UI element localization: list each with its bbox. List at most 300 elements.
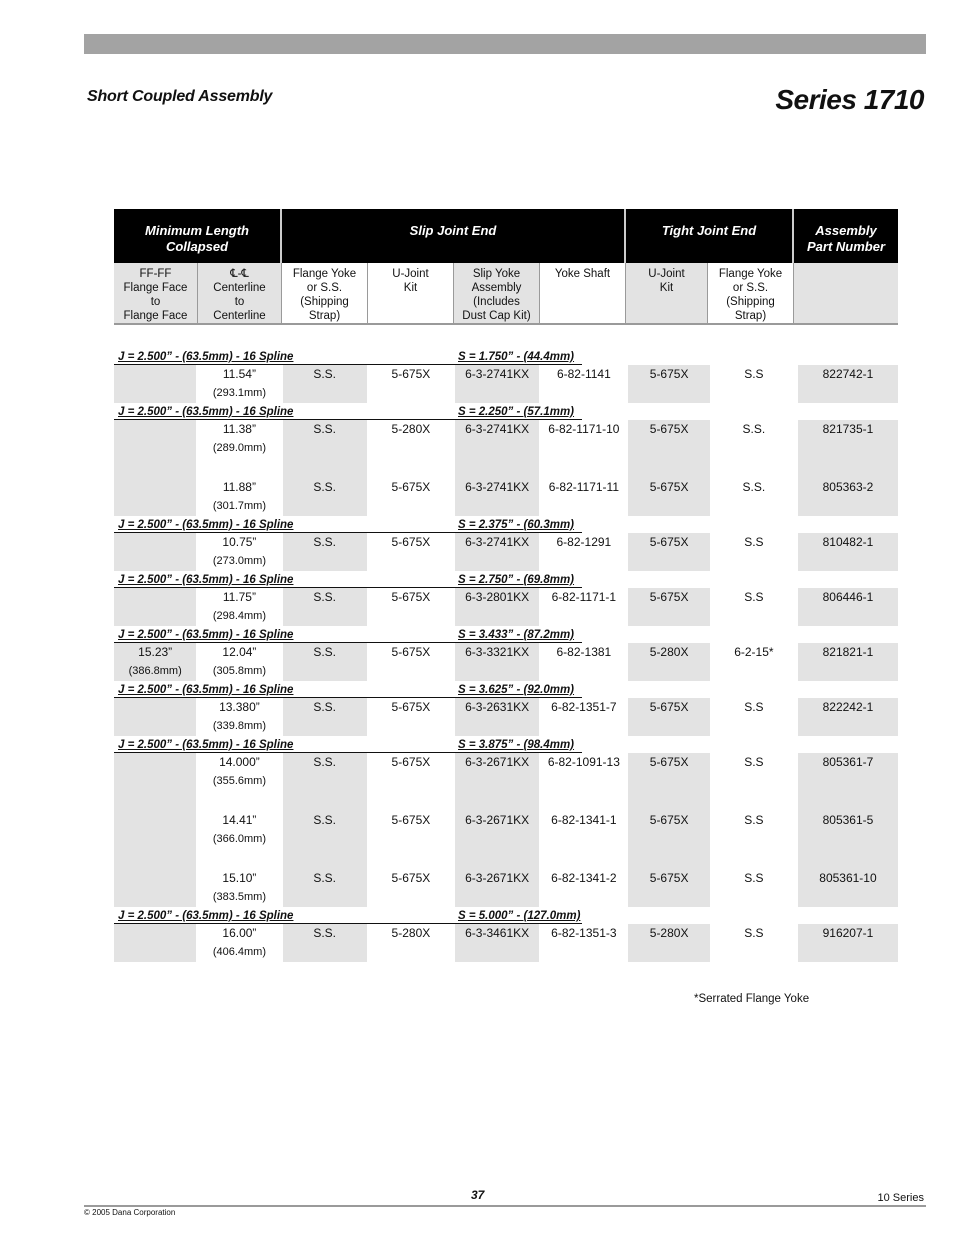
table-cell-mm: [283, 943, 367, 962]
column-uj2: [628, 698, 709, 736]
column-fy2: [712, 643, 796, 681]
column-pn: [798, 753, 898, 907]
table-cell-mm: [283, 552, 367, 571]
table-group-header: [114, 209, 898, 263]
table-cell: 6-82-1171-1: [551, 590, 617, 604]
column-sy: [455, 924, 539, 962]
table-cell: 5-675X: [391, 700, 431, 714]
table-cell-mm: [114, 365, 196, 384]
table-cell-mm: [541, 888, 626, 907]
table-body: [114, 348, 898, 962]
table-cell-mm: [114, 831, 196, 850]
column-ff: [114, 420, 196, 516]
table-cell-mm: [455, 497, 539, 516]
section-s-spec: S = 2.375” - (60.3mm): [458, 519, 582, 533]
table-cell-mm: (301.7mm): [212, 500, 267, 512]
table-cell: 5-280X: [391, 422, 431, 436]
table-cell-mm: [541, 717, 626, 736]
table-cell-mm: [455, 888, 539, 907]
table-cell: 6-3-2741KX: [465, 480, 530, 494]
table-cell-mm: [798, 717, 898, 736]
table-cell-mm: [628, 717, 709, 736]
table-cell-mm: [369, 384, 453, 403]
column-ys: [541, 365, 626, 403]
table-cell: S.S.: [313, 535, 337, 549]
row-gap: [541, 791, 626, 811]
table-cell: 5-280X: [391, 926, 431, 940]
row-gap: [798, 849, 898, 869]
column-pn: [798, 533, 898, 571]
section-rows: [114, 420, 898, 516]
column-pn: [798, 698, 898, 736]
section-s-spec: S = 1.750” - (44.4mm): [458, 351, 582, 365]
table-header: [114, 209, 898, 325]
section-header: [114, 403, 898, 420]
table-cell-mm: [712, 384, 796, 403]
column-cc: [198, 924, 280, 962]
column-fy: [283, 924, 367, 962]
table-cell: 5-675X: [391, 813, 431, 827]
column-uj: [369, 643, 453, 681]
table-cell-mm: [712, 607, 796, 626]
column-uj: [369, 698, 453, 736]
table-cell: 5-675X: [649, 700, 689, 714]
table-cell-mm: [455, 607, 539, 626]
table-cell: 6-82-1341-2: [551, 871, 617, 885]
page-subtitle: Short Coupled Assembly: [87, 88, 273, 105]
table-cell-mm: [369, 497, 453, 516]
column-ys: [541, 420, 626, 516]
column-ys: [541, 643, 626, 681]
table-cell: 6-82-1351-3: [551, 926, 617, 940]
col-flange-yoke: Flange Yoke or S.S. (Shipping Strap): [282, 263, 368, 323]
group-assembly-part: Assembly Part Number: [806, 223, 886, 254]
column-uj2: [628, 588, 709, 626]
table-cell: 6-2-15*: [734, 645, 774, 659]
footnote: *Serrated Flange Yoke: [694, 993, 810, 1005]
table-cell-mm: [541, 497, 626, 516]
table-cell: 6-3-3321KX: [465, 645, 530, 659]
table-cell-mm: [369, 607, 453, 626]
table-cell: 5-675X: [649, 367, 689, 381]
column-ff: [114, 643, 196, 681]
column-uj: [369, 420, 453, 516]
row-gap: [628, 458, 709, 478]
table-cell-mm: [628, 439, 709, 458]
column-ff: [114, 365, 196, 403]
table-cell: S.S.: [742, 422, 766, 436]
table-cell: 5-675X: [391, 535, 431, 549]
table-cell-mm: [541, 662, 626, 681]
section-s-spec: S = 5.000” - (127.0mm): [458, 910, 581, 922]
column-fy: [283, 698, 367, 736]
column-ys: [541, 698, 626, 736]
section-s-spec: S = 2.750” - (69.8mm): [458, 574, 582, 588]
row-gap: [369, 458, 453, 478]
column-uj2: [628, 420, 709, 516]
table-cell: S.S.: [313, 367, 337, 381]
col-centerline: ℄-℄ Centerline to Centerline: [198, 263, 282, 323]
col-flange-yoke-2: Flange Yoke or S.S. (Shipping Strap): [708, 263, 794, 323]
row-gap: [712, 791, 796, 811]
table-cell: 6-82-1171-10: [548, 422, 620, 436]
section-rows: [114, 588, 898, 626]
table-cell-mm: [541, 384, 626, 403]
table-cell-mm: [628, 830, 709, 849]
column-uj2: [628, 924, 709, 962]
column-fy2: [712, 365, 796, 403]
table-cell: 5-675X: [649, 755, 689, 769]
top-rule-bar: [84, 34, 926, 54]
table-cell-mm: (289.0mm): [212, 442, 267, 454]
column-uj2: [628, 753, 709, 907]
table-cell: 5-675X: [649, 535, 689, 549]
table-cell-mm: [283, 717, 367, 736]
table-cell: 11.75”: [222, 590, 256, 604]
table-cell: 5-675X: [391, 590, 431, 604]
section-header: [114, 516, 898, 533]
column-cc: [198, 365, 280, 403]
group-slip-joint: Slip Joint End: [282, 209, 626, 263]
col-ff-ff: FF-FF Flange Face to Flange Face: [114, 263, 198, 323]
table-cell: 6-3-2671KX: [465, 813, 530, 827]
table-cell-mm: [369, 717, 453, 736]
row-gap: [628, 791, 709, 811]
table-cell: 6-82-1341-1: [551, 813, 617, 827]
column-uj: [369, 924, 453, 962]
table-cell: 6-3-2631KX: [465, 700, 530, 714]
column-cc: [198, 643, 280, 681]
column-fy: [283, 588, 367, 626]
column-uj: [369, 365, 453, 403]
column-uj2: [628, 643, 709, 681]
table-cell-mm: [712, 497, 796, 516]
table-cell: 916207-1: [822, 926, 874, 940]
table-cell-mm: (383.5mm): [212, 891, 267, 903]
column-fy: [283, 420, 367, 516]
table-cell-mm: [283, 888, 367, 907]
table-cell: 6-82-1381: [556, 645, 612, 659]
table-cell: 6-3-2741KX: [465, 367, 530, 381]
section-header: [114, 681, 898, 698]
table-cell-mm: [369, 439, 453, 458]
column-pn: [798, 643, 898, 681]
table-cell-mm: [798, 552, 898, 571]
table-cell-mm: [628, 772, 709, 791]
table-cell-mm: (293.1mm): [212, 387, 267, 399]
section-header: [114, 626, 898, 643]
table-cell: 14.41”: [222, 813, 257, 827]
row-gap: [198, 849, 280, 869]
table-cell-mm: [798, 662, 898, 681]
table-cell-mm: [283, 830, 367, 849]
table-cell: 6-82-1291: [556, 535, 612, 549]
table-cell-mm: (366.0mm): [212, 833, 267, 845]
table-cell-mm: (339.8mm): [212, 720, 267, 732]
section-rows: [114, 753, 898, 907]
column-fy: [283, 643, 367, 681]
table-cell-mm: [369, 772, 453, 791]
column-sy: [455, 420, 539, 516]
row-gap: [712, 849, 796, 869]
table-cell: 821735-1: [822, 422, 874, 436]
column-ys: [541, 588, 626, 626]
row-gap: [455, 791, 539, 811]
table-cell-mm: (355.6mm): [212, 775, 267, 787]
table-cell-mm: [455, 830, 539, 849]
column-cc: [198, 698, 280, 736]
section-j-spec: J = 2.500” - (63.5mm) - 16 Spline: [114, 519, 458, 533]
table-cell: 11.88”: [222, 480, 256, 494]
table-cell-mm: [628, 384, 709, 403]
table-cell: 6-3-2801KX: [465, 590, 530, 604]
table-cell-mm: [283, 607, 367, 626]
table-cell: S.S: [744, 367, 764, 381]
table-cell-mm: [369, 830, 453, 849]
table-cell-mm: [541, 772, 626, 791]
row-gap: [198, 791, 280, 811]
table-cell-mm: (406.4mm): [212, 946, 267, 958]
column-fy2: [712, 420, 796, 516]
table-cell-mm: [712, 830, 796, 849]
col-ujoint-kit: U-Joint Kit: [368, 263, 454, 323]
table-cell-mm: [455, 662, 539, 681]
column-fy2: [712, 924, 796, 962]
column-ys: [541, 924, 626, 962]
column-ff: [114, 753, 196, 907]
table-cell: 5-675X: [649, 480, 689, 494]
table-cell-mm: [712, 943, 796, 962]
table-cell-mm: [628, 497, 709, 516]
table-cell-mm: [798, 943, 898, 962]
column-sy: [455, 753, 539, 907]
section-rows: [114, 924, 898, 962]
table-cell: 806446-1: [822, 590, 874, 604]
column-fy2: [712, 698, 796, 736]
table-cell: 5-280X: [649, 645, 689, 659]
table-cell: 6-82-1141: [556, 367, 611, 381]
table-cell-mm: [798, 439, 898, 458]
column-uj2: [628, 365, 709, 403]
table-cell: 822742-1: [822, 367, 874, 381]
table-cell-mm: [541, 439, 626, 458]
col-ujoint-kit-2: U-Joint Kit: [626, 263, 708, 323]
column-fy: [283, 365, 367, 403]
table-cell-mm: [628, 943, 709, 962]
table-cell: 15.10”: [222, 871, 257, 885]
table-cell-mm: [114, 792, 196, 811]
table-cell-mm: [628, 552, 709, 571]
table-cell: 6-3-3461KX: [465, 926, 530, 940]
column-fy: [283, 533, 367, 571]
table-cell-mm: (386.8mm): [128, 665, 182, 677]
footer-series: 10 Series: [877, 1192, 924, 1204]
bottom-rule: [84, 1205, 926, 1207]
table-cell-mm: (298.4mm): [212, 610, 267, 622]
table-cell-mm: [541, 830, 626, 849]
table-cell-mm: [628, 607, 709, 626]
table-cell: 821821-1: [822, 645, 874, 659]
column-ff: [114, 588, 196, 626]
table-cell: 6-82-1171-11: [548, 480, 619, 494]
table-cell: 14.000”: [219, 755, 260, 769]
table-cell-mm: [712, 552, 796, 571]
column-fy2: [712, 533, 796, 571]
table-cell: S.S: [744, 871, 764, 885]
table-cell-mm: [541, 552, 626, 571]
table-cell-mm: [798, 772, 898, 791]
table-cell: S.S: [744, 926, 764, 940]
col-part-number: [794, 263, 898, 323]
section-s-spec: S = 2.250” - (57.1mm): [458, 406, 582, 420]
section-header: [114, 736, 898, 753]
table-cell-mm: [628, 888, 709, 907]
row-gap: [712, 458, 796, 478]
table-cell: 805363-2: [822, 480, 874, 494]
row-gap: [114, 772, 196, 792]
table-cell: 6-3-2671KX: [465, 871, 530, 885]
table-cell-mm: [712, 772, 796, 791]
table-cell: 5-675X: [391, 871, 431, 885]
column-fy2: [712, 588, 796, 626]
column-fy2: [712, 753, 796, 907]
row-gap: [283, 458, 367, 478]
table-cell-mm: [455, 552, 539, 571]
table-cell-mm: [798, 830, 898, 849]
table-cell: 11.54”: [222, 367, 256, 381]
table-cell-mm: [283, 497, 367, 516]
section-header: [114, 571, 898, 588]
table-cell-mm: [114, 533, 196, 552]
section-rows: [114, 533, 898, 571]
column-pn: [798, 420, 898, 516]
table-cell-mm: [455, 717, 539, 736]
table-cell-mm: [455, 384, 539, 403]
table-cell-mm: [455, 943, 539, 962]
table-cell-mm: [712, 888, 796, 907]
table-cell-mm: [712, 717, 796, 736]
section-s-spec: S = 3.433” - (87.2mm): [458, 629, 582, 643]
section-j-spec: J = 2.500” - (63.5mm) - 16 Spline: [114, 574, 458, 588]
row-gap: [455, 849, 539, 869]
section-s-spec: S = 3.625” - (92.0mm): [458, 684, 582, 698]
table-cell-mm: [114, 588, 196, 607]
table-cell: 13.380”: [219, 700, 260, 714]
column-sy: [455, 643, 539, 681]
row-gap: [455, 458, 539, 478]
page-number: 37: [471, 1188, 485, 1202]
table-cell-mm: [798, 497, 898, 516]
table-cell: 5-280X: [649, 926, 689, 940]
section-j-spec: J = 2.500” - (63.5mm) - 16 Spline: [114, 910, 458, 924]
column-uj: [369, 588, 453, 626]
column-sy: [455, 533, 539, 571]
table-cell-mm: [369, 662, 453, 681]
row-gap: [198, 458, 280, 478]
table-cell: 11.38”: [222, 422, 256, 436]
table-cell: 5-675X: [391, 480, 431, 494]
table-cell: 6-82-1351-7: [551, 700, 617, 714]
section-j-spec: J = 2.500” - (63.5mm) - 16 Spline: [114, 629, 458, 643]
copyright: © 2005 Dana Corporation: [84, 1208, 176, 1217]
row-gap: [798, 458, 898, 478]
column-ff: [114, 533, 196, 571]
table-cell: 15.23”: [138, 645, 173, 659]
row-gap: [798, 791, 898, 811]
column-ff: [114, 698, 196, 736]
table-cell: 5-675X: [391, 755, 431, 769]
row-gap: [541, 458, 626, 478]
table-cell: S.S.: [313, 700, 337, 714]
page-title: Series 1710: [775, 84, 924, 115]
table-cell: 822242-1: [822, 700, 874, 714]
table-cell-mm: [283, 384, 367, 403]
table-cell: S.S.: [313, 590, 337, 604]
table-cell-mm: [114, 698, 196, 717]
column-cc: [198, 753, 280, 907]
row-gap: [114, 811, 196, 831]
column-cc: [198, 588, 280, 626]
table-cell-mm: [283, 662, 367, 681]
table-cell: 810482-1: [822, 535, 874, 549]
table-cell: 805361-5: [822, 813, 874, 827]
table-cell: 5-675X: [649, 813, 689, 827]
section-rows: [114, 643, 898, 681]
table-cell: S.S: [744, 813, 764, 827]
table-cell: 6-3-2741KX: [465, 535, 530, 549]
table-cell: 805361-10: [819, 871, 877, 885]
row-gap: [369, 849, 453, 869]
table-cell: 16.00”: [222, 926, 257, 940]
table-cell-mm: [798, 888, 898, 907]
table-cell: S.S: [744, 535, 764, 549]
row-gap: [114, 439, 196, 459]
table-cell-mm: [369, 943, 453, 962]
column-ff: [114, 924, 196, 962]
column-pn: [798, 365, 898, 403]
column-uj2: [628, 533, 709, 571]
column-sy: [455, 698, 539, 736]
section-j-spec: J = 2.500” - (63.5mm) - 16 Spline: [114, 684, 458, 698]
column-uj: [369, 753, 453, 907]
table-cell: S.S: [744, 590, 764, 604]
table-cell: S.S: [744, 755, 764, 769]
table-cell: 6-82-1091-13: [547, 755, 620, 769]
table-cell-mm: [369, 552, 453, 571]
table-cell-mm: [114, 420, 196, 439]
table-cell: 6-3-2671KX: [465, 755, 530, 769]
table-cell-mm: [114, 924, 196, 943]
table-cell-mm: [798, 607, 898, 626]
table-cell: S.S.: [742, 480, 766, 494]
table-cell-mm: [712, 439, 796, 458]
table-cell: 6-3-2741KX: [465, 422, 530, 436]
table-cell: 5-675X: [649, 871, 689, 885]
table-cell: S.S.: [313, 813, 337, 827]
table-cell-mm: (273.0mm): [212, 555, 267, 567]
table-cell-mm: [541, 607, 626, 626]
table-cell: 5-675X: [391, 367, 431, 381]
section-j-spec: J = 2.500” - (63.5mm) - 16 Spline: [114, 406, 458, 420]
table-cell: S.S.: [313, 926, 337, 940]
table-cell: 5-675X: [649, 422, 689, 436]
column-cc: [198, 420, 280, 516]
table-cell-mm: [283, 439, 367, 458]
column-sy: [455, 365, 539, 403]
table-cell: 805361-7: [822, 755, 874, 769]
col-slip-yoke: Slip Yoke Assembly (Includes Dust Cap Kit): [454, 263, 540, 323]
table-cell-mm: [114, 459, 196, 478]
